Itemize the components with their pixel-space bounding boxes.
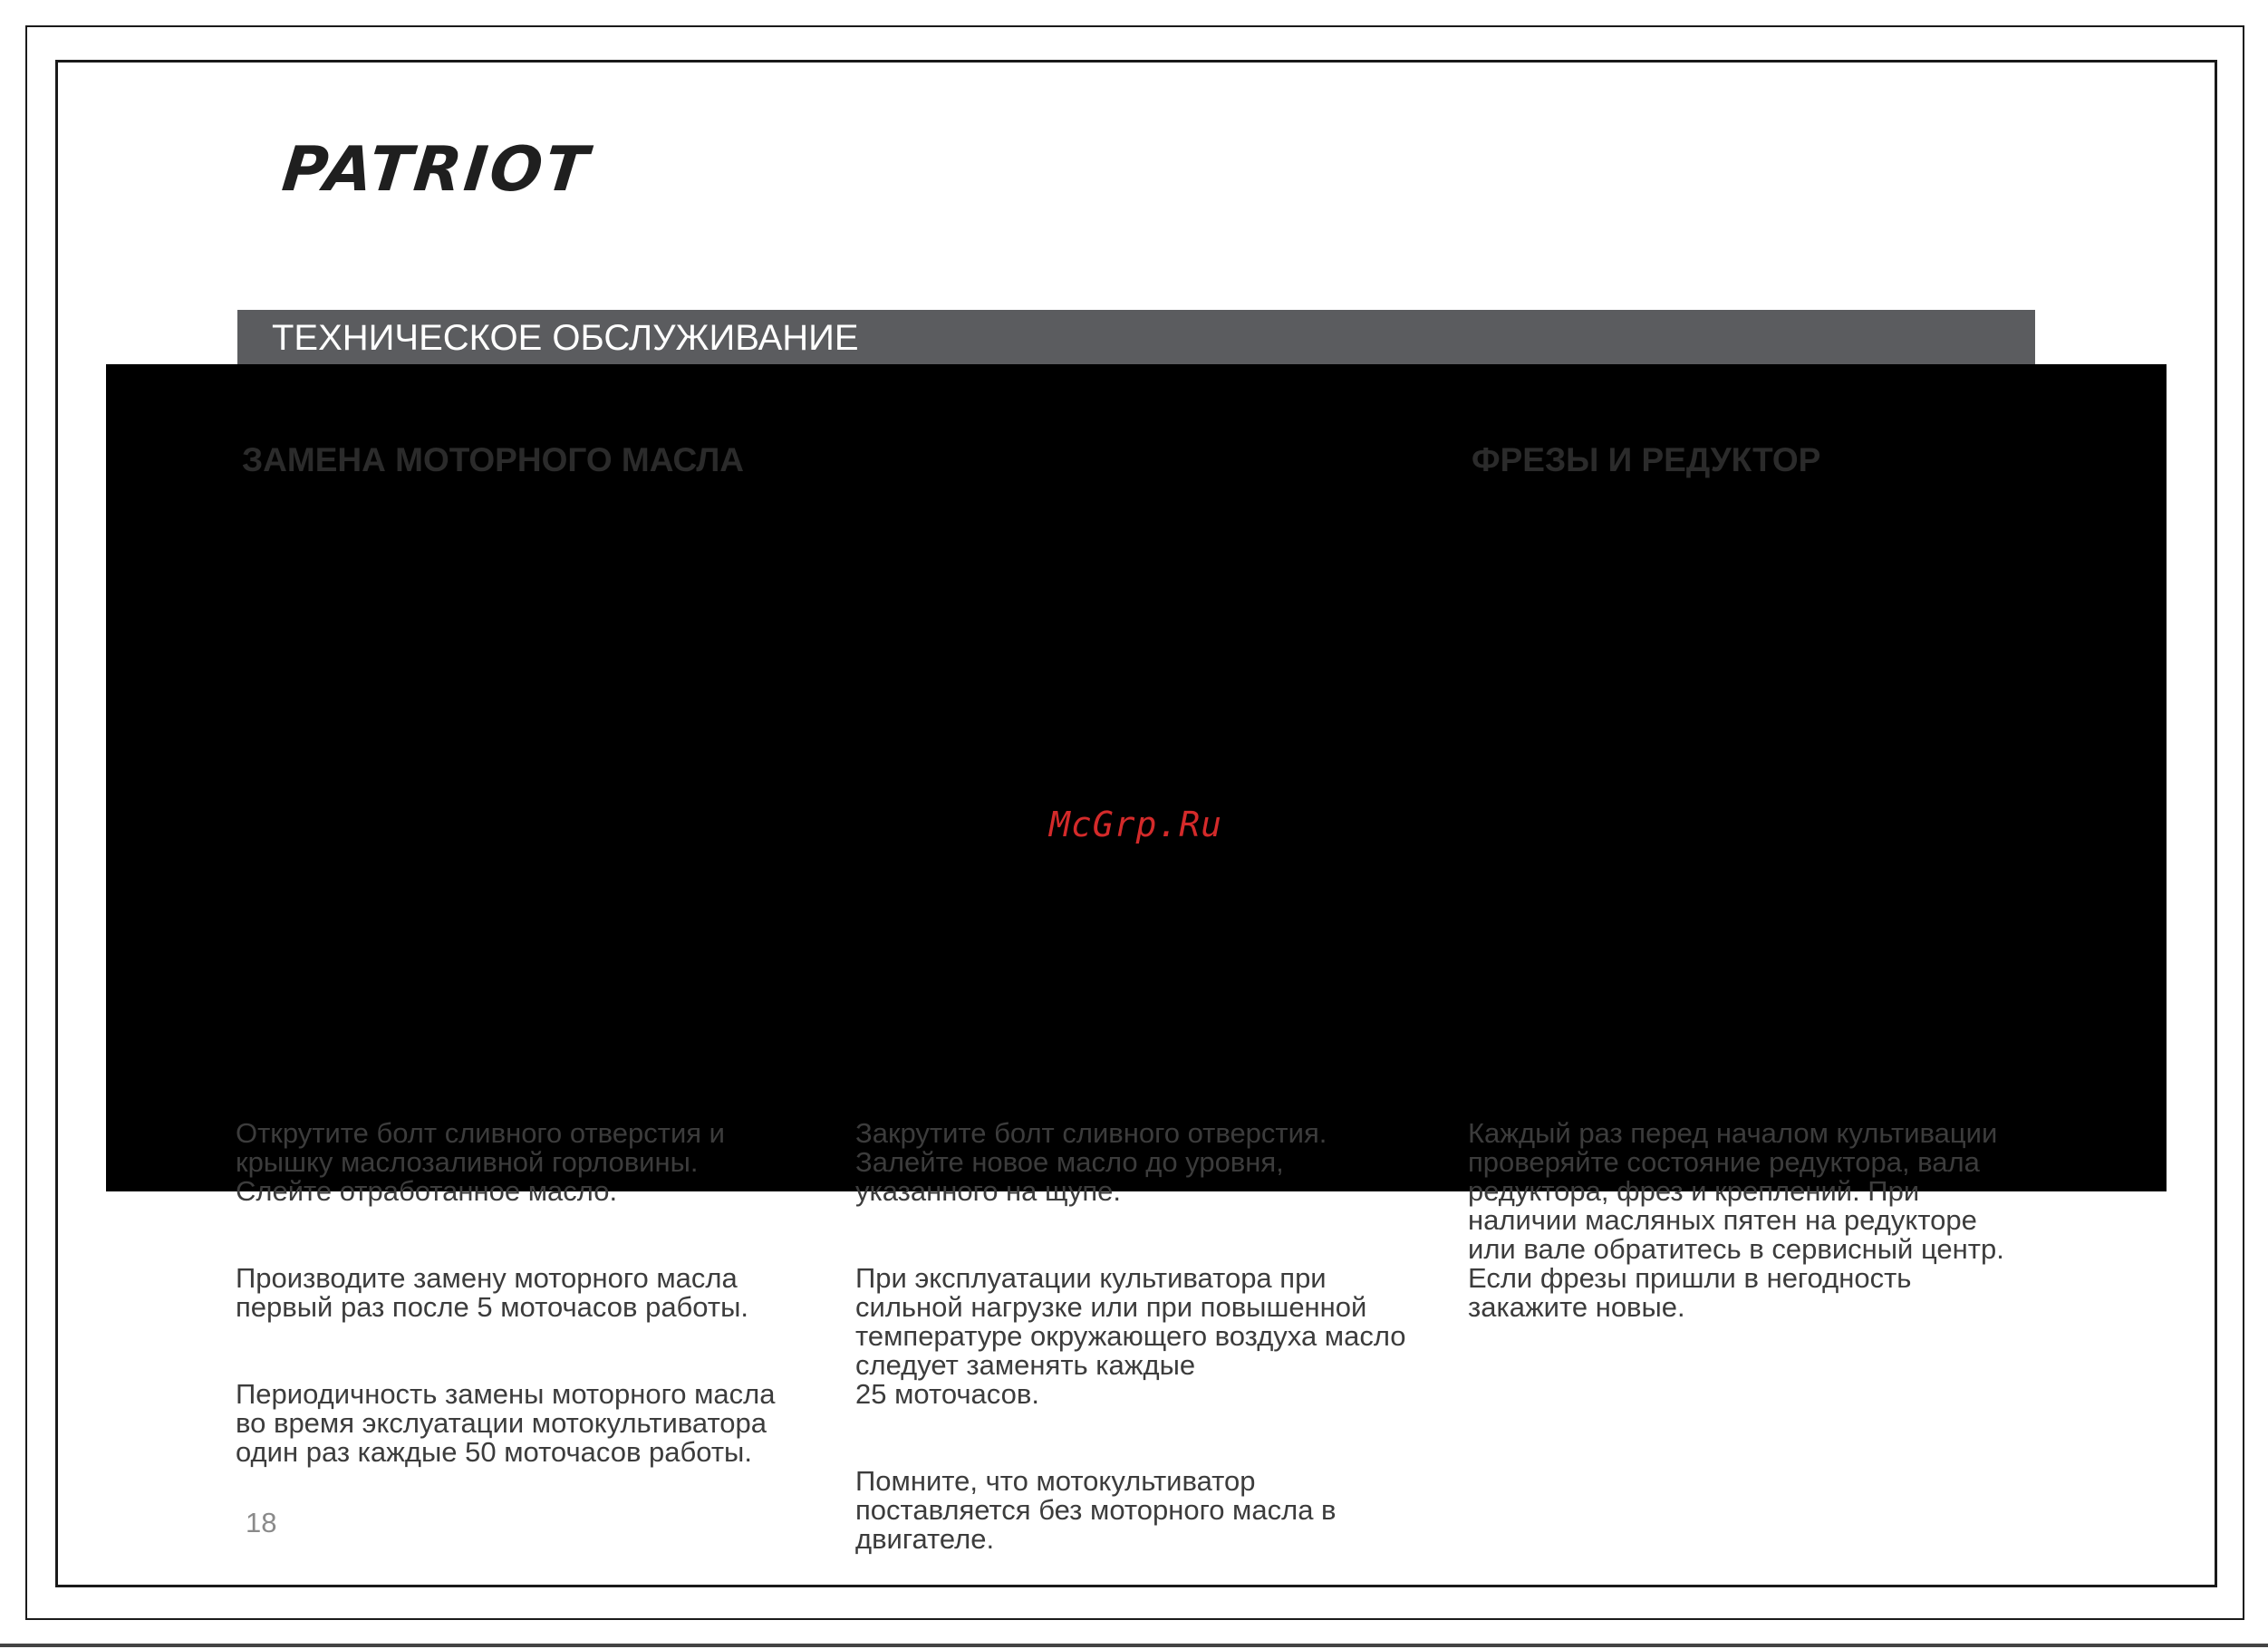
paragraph: Помните, что мотокультиватор поставляется без моторного масла в двигателе.: [855, 1465, 1337, 1555]
paragraph: Открутите болт сливного отверстия и крышку маслозаливной горловины. Слейте отработанное масло.: [236, 1117, 726, 1207]
patriot-logo: PATRIOT: [278, 134, 594, 206]
page-number: 18: [246, 1507, 277, 1538]
paragraph: Каждый раз перед началом культивации проверяйте состояние редуктора, вала редуктора, фрез и креплений. При наличии масляных пятен на редукторе или вале обратитесь в сервисный центр. Если фрезы пришли в негодность закажите новые.: [1468, 1117, 2004, 1323]
heading-oil-change: ЗАМЕНА МОТОРНОГО МАСЛА: [242, 441, 745, 478]
column-oil-refill: [855, 1090, 1472, 1612]
illustration-area: [106, 364, 2167, 1191]
column-oil-change: [236, 1090, 834, 1525]
bottom-rule: [0, 1644, 2268, 1647]
column-tillers-gearbox: [1468, 1090, 2066, 1380]
section-header-bar: [237, 310, 2035, 364]
heading-tillers-gearbox: ФРЕЗЫ И РЕДУКТОР: [1472, 441, 1821, 478]
paragraph: При эксплуатации культиватора при сильной нагрузке или при повышенной температуре окружающего воздуха масло следует заменять каждые 25 моточасов.: [855, 1262, 1406, 1410]
paragraph: Закрутите болт сливного отверстия. Залейте новое масло до уровня, указанного на щупе.: [855, 1117, 1327, 1207]
paragraph: Производите замену моторного масла первый раз после 5 моточасов работы.: [236, 1262, 748, 1323]
watermark: McGrp.Ru: [1049, 805, 1223, 844]
section-title: ТЕХНИЧЕСКОЕ ОБСЛУЖИВАНИЕ: [272, 318, 859, 358]
paragraph: Периодичность замены моторного масла во время экслуатации мотокультиватора один раз каждые 50 моточасов работы.: [236, 1378, 776, 1468]
